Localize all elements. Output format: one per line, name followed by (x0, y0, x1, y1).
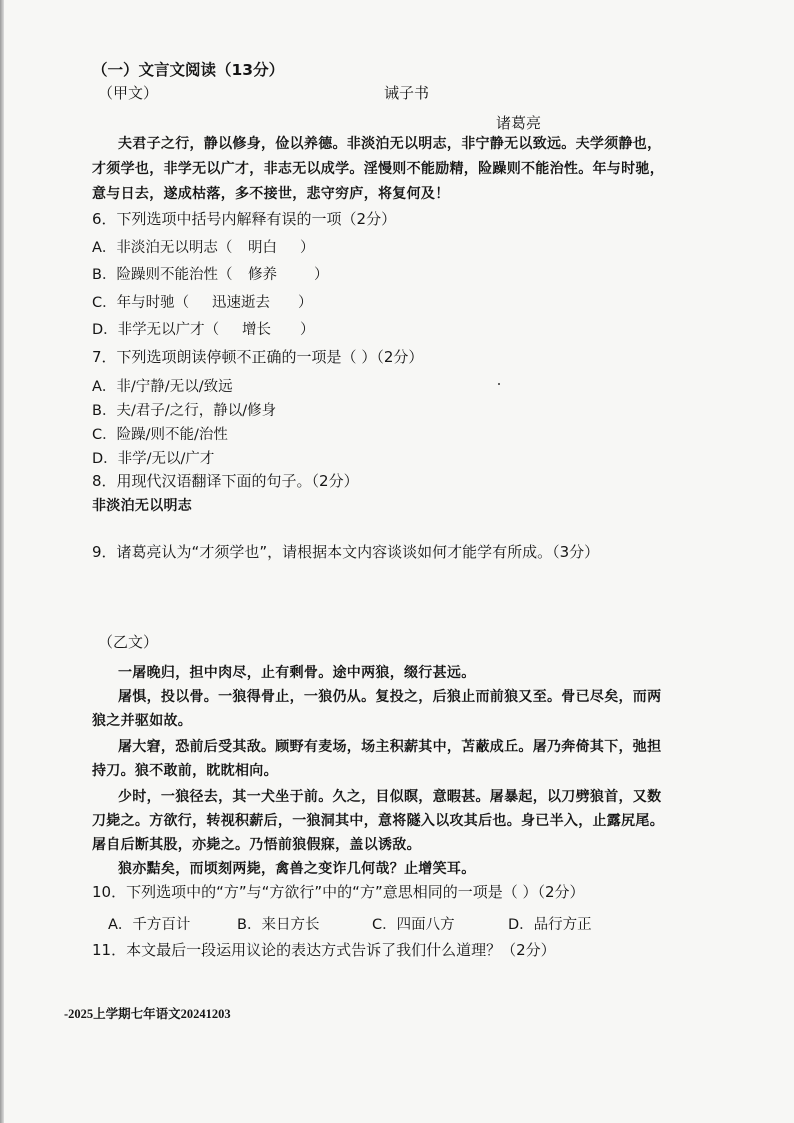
passage-a-line: 夫君子之行，静以修身，俭以养德。非淡泊无以明志，非宁静无以致远。夫学须静也， (118, 136, 662, 152)
q7-stem: 7．下列选项朗读停顿不正确的一项是（ ）（2分） (92, 348, 424, 366)
q10-option-d: D．品行方正 (508, 917, 592, 933)
q6-option-c-answer: 迅速逝去 (212, 295, 270, 311)
passage-b-line: 狼之并驱如故。 (92, 713, 193, 729)
passage-b-line: 刀毙之。方欲行，转视积薪后，一狼洞其中，意将隧入以攻其后也。身已半入，止露尻尾。 (92, 813, 664, 829)
q7-option-a: A．非/宁静/无以/致远 (92, 379, 233, 395)
q10-option-c: C．四面八方 (372, 917, 455, 933)
passage-b-line: 屠大窘，恐前后受其敌。顾野有麦场，场主积薪其中，苫蔽成丘。屠乃奔倚其下，弛担 (118, 739, 662, 755)
passage-b-line: 屠惧，投以骨。一狼得骨止，一狼仍从。复投之，后狼止而前狼又至。骨已尽矣，而两 (118, 689, 662, 705)
passage-b-line: 屠自后断其股，亦毙之。乃悟前狼假寐，盖以诱敌。 (92, 837, 421, 853)
q8-stem: 8．用现代汉语翻译下面的句子。（2分） (92, 472, 359, 490)
q7-option-c: C．险躁/则不能/治性 (92, 427, 228, 443)
section-title: （一）文言文阅读（13分） (92, 61, 285, 79)
q6-option-b-answer: 修养 (248, 267, 277, 283)
q6-option-b (92, 263, 329, 284)
q9-stem: 9．诸葛亮认为“才须学也”，请根据本文内容谈谈如何才能学有所成。（3分） (92, 543, 600, 561)
passage-a-label: （甲文） (98, 84, 159, 102)
q6-option-a (92, 236, 315, 257)
q7-option-b: B．夫/君子/之行，静以/修身 (92, 403, 277, 419)
q10-option-b: B．来日方长 (237, 917, 320, 933)
q6-option-b-text: B．险躁则不能治性（ (92, 267, 233, 283)
footer-code: -2025上学期七年语文20241203 (64, 1007, 231, 1021)
q6-option-c-text: C．年与时驰（ (92, 295, 190, 311)
q6-option-a-close: ） (300, 240, 315, 256)
page-edge (0, 0, 4, 1123)
q6-stem: 6．下列选项中括号内解释有误的一项（2分） (92, 210, 397, 228)
q6-option-a-answer: 明白 (248, 240, 277, 256)
q6-option-c (92, 291, 313, 312)
q10-option-a: A．千方百计 (108, 917, 191, 933)
q8-sentence: 非淡泊无以明志 (92, 498, 193, 514)
q6-option-d-answer: 增长 (242, 322, 271, 338)
q6-option-a-text: A．非淡泊无以明志（ (92, 240, 233, 256)
q6-option-d (92, 318, 315, 339)
passage-b-line: 持刀。狼不敢前，眈眈相向。 (92, 763, 278, 779)
q11-stem: 11．本文最后一段运用议论的表达方式告诉了我们什么道理？（2分） (92, 941, 556, 959)
q6-option-c-close: ） (298, 295, 313, 311)
q6-option-b-close: ） (314, 267, 329, 283)
stray-dot (498, 383, 500, 385)
passage-b-line: 狼亦黠矣，而顷刻两毙，禽兽之变诈几何哉？止增笑耳。 (118, 861, 476, 877)
passage-b-label: （乙文） (98, 633, 159, 651)
passage-b-line: 少时，一狼径去，其一犬坐于前。久之，目似瞑，意暇甚。屠暴起，以刀劈狼首，又数 (118, 789, 662, 805)
passage-a-line: 才须学也，非学无以广才，非志无以成学。淫慢则不能励精，险躁则不能治性。年与时驰， (92, 161, 664, 177)
passage-a-line: 意与日去，遂成枯落，多不接世，悲守穷庐，将复何及！ (92, 186, 450, 202)
q10-stem: 10．下列选项中的“方”与“方欲行”中的“方”意思相同的一项是（ ）（2分） (92, 883, 585, 901)
q6-option-d-close: ） (300, 322, 315, 338)
passage-a-title: 诫子书 (384, 84, 430, 102)
passage-b-line: 一屠晚归，担中肉尽，止有剩骨。途中两狼，缀行甚远。 (118, 665, 476, 681)
passage-a-author: 诸葛亮 (496, 114, 542, 132)
q7-option-d: D．非学/无以/广才 (92, 451, 215, 467)
q6-option-d-text: D．非学无以广才（ (92, 322, 220, 338)
